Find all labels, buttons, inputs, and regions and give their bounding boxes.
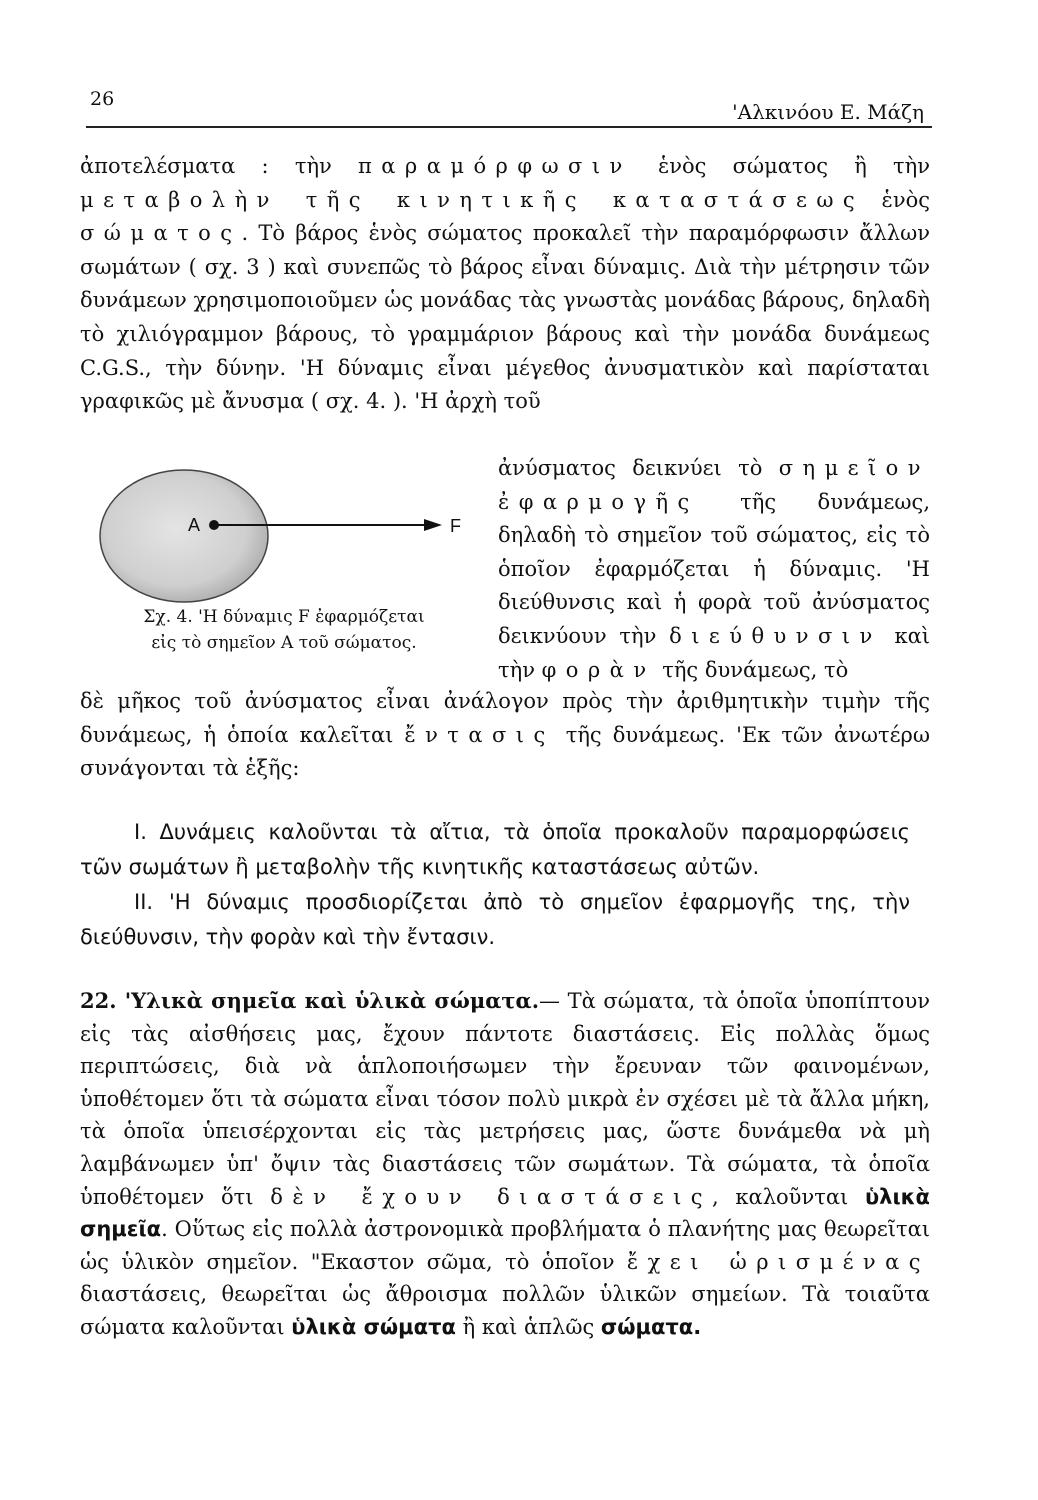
caption-line: εἰς τὸ σημεῖον Α τοῦ σώματος. (151, 633, 417, 653)
paragraph-magnitude (80, 685, 930, 786)
figure-caption (86, 604, 482, 656)
paragraph-beside-figure (498, 452, 930, 687)
spaced-term: σημεῖον ἐφαρμογῆς (498, 456, 930, 514)
spaced-term: ἔντασις (404, 722, 555, 747)
force-vector-arrowhead (424, 519, 442, 531)
spaced-term: σώματος (80, 221, 242, 246)
conclusions-list (80, 815, 910, 955)
text: δὲ μῆκος τοῦ ἀνύσματος εἶναι ἀνάλογον πρὸς τὴν ἀριθμητικὴν τιμὴν τῆς δυνάμεως, ἡ ὁποία καλεῖται (80, 689, 930, 747)
text: ἀποτελέσματα : τὴν (80, 154, 359, 178)
text: ἢ καὶ ἁπλῶς (455, 1314, 601, 1339)
text: διαστάσεις, θεωρεῖται ὡς ἄθροισμα πολλῶν ὑλικῶν σημείων. Τὰ τοιαῦτα σώματα καλοῦνται (80, 1282, 930, 1339)
bold-term: ὑλικὰ σημεῖα (80, 1184, 930, 1242)
label-f: F (450, 516, 461, 536)
force-vector-figure (96, 468, 476, 618)
bold-term: σώματα. (600, 1314, 702, 1339)
text: καὶ τὴν (498, 623, 930, 682)
paragraph-intro (80, 150, 930, 419)
bold-term: ὑλικὰ σώματα (291, 1314, 456, 1339)
body-ellipse (100, 470, 268, 602)
application-point (209, 520, 219, 530)
spaced-term: παραμόρφωσιν (358, 154, 632, 178)
running-head: 'Αλκινόου Ε. Μάζη (732, 100, 924, 124)
label-a: A (188, 515, 201, 535)
text: , καλοῦνται (712, 1184, 865, 1209)
spaced-term: μεταβολὴν τῆς κινητικῆς καταστάσεως (80, 187, 865, 212)
spaced-term: δὲν ἔχουν διαστάσεις (270, 1184, 712, 1209)
list-item: I. Δυνάμεις καλοῦνται τὰ αἴτια, τὰ ὁποῖα προκαλοῦν παραμορφώσεις τῶν σωμάτων ἢ μεταβολὴν τῆς κινητικῆς καταστάσεως αὐτῶν. (80, 820, 910, 879)
page-number: 26 (90, 88, 115, 110)
text: . Οὕτως εἰς πολλὰ ἀστρονομικὰ προβλήματα ὁ πλανήτης μας θεωρεῖται ὡς ὑλικὸν σημεῖον. "Εκαστον σῶμα, τὸ ὁποῖον (80, 1217, 930, 1274)
list-item: II. 'Η δύναμις προσδιορίζεται ἀπὸ τὸ σημεῖον ἐφαρμογῆς της, τὴν διεύθυνσιν, τὴν φορὰν καὶ τὴν ἔντασιν. (80, 890, 910, 949)
text: ἑνὸς (864, 187, 930, 212)
caption-line: Σχ. 4. 'Η δύναμις F ἐφαρμόζεται (143, 607, 425, 627)
text: — Τὰ σώματα, τὰ ὁποῖα ὑποπίπτουν εἰς τὰς αἰσθήσεις μας, ἔχουν πάντοτε διαστάσεις. Εἰς πολλὰς ὅμως περιπτώσεις, διὰ νὰ ἁπλοποιήσωμεν τὴν ἔρευναν τῶν φαινομένων, ὑποθέτομεν ὅτι τὰ σώματα εἶναι τόσον πολὺ μικρὰ ἐν σχέσει μὲ τὰ ἄλλα μήκη, τὰ ὁποῖα ὑπεισέρχονται εἰς τὰς μετρήσεις μας, ὥστε δυνάμεθα νὰ μὴ λαμβάνωμεν ὑπ' ὄψιν τὰς διαστάσεις τῶν σωμάτων. Τὰ σώματα, τὰ ὁποῖα ὑποθέτομεν ὅτι (80, 989, 930, 1209)
section-heading: 22. 'Υλικὰ σημεῖα καὶ ὑλικὰ σώματα. (80, 988, 540, 1013)
section-22 (80, 985, 930, 1344)
text: τῆς δυνάμεως, τὸ (655, 657, 849, 682)
text: τῆς δυνάμεως. 'Εκ τῶν ἀνωτέρω συνάγονται τὰ ἑξῆς: (80, 722, 930, 781)
spaced-term: φορὰν (541, 657, 656, 682)
header-rule (86, 126, 932, 128)
text: ἀνύσματος δεικνύει τὸ (498, 456, 779, 480)
spaced-term: διεύθυνσιν (669, 623, 882, 648)
text: . Τὸ βάρος ἑνὸς σώματος προκαλεῖ τὴν παραμόρφωσιν ἄλλων σωμάτων ( σχ. 3 ) καὶ συνεπῶς τὸ βάρος εἶναι δύναμις. Διὰ τὴν μέτρησιν τῶν δυνάμεων χρησιμοποιοῦμεν ὡς μονάδας τὰς γνωστὰς μονάδας βάρους, δηλαδὴ τὸ χιλιόγραμμον βάρους, τὸ γραμμάριον βάρους καὶ τὴν μονάδα δυνάμεως C.G.S., τὴν δύνην. 'Η δύναμις εἶναι μέγεθος ἀνυσματικὸν καὶ παρίσταται γραφικῶς μὲ ἄνυσμα ( σχ. 4. ). 'Η ἀρχὴ τοῦ (80, 221, 930, 414)
text: τῆς δυνάμεως, δηλαδὴ τὸ σημεῖον τοῦ σώματος, εἰς τὸ ὁποῖον ἐφαρμόζεται ἡ δύναμις. 'Η διεύθυνσις καὶ ἡ φορὰ τοῦ ἀνύσματος δεικνύουν τὴν (498, 489, 930, 648)
text: ἑνὸς σώματος ἢ τὴν (631, 154, 930, 178)
spaced-term: ἔχει ὡρισμένας (626, 1249, 930, 1274)
page-header (86, 88, 928, 128)
